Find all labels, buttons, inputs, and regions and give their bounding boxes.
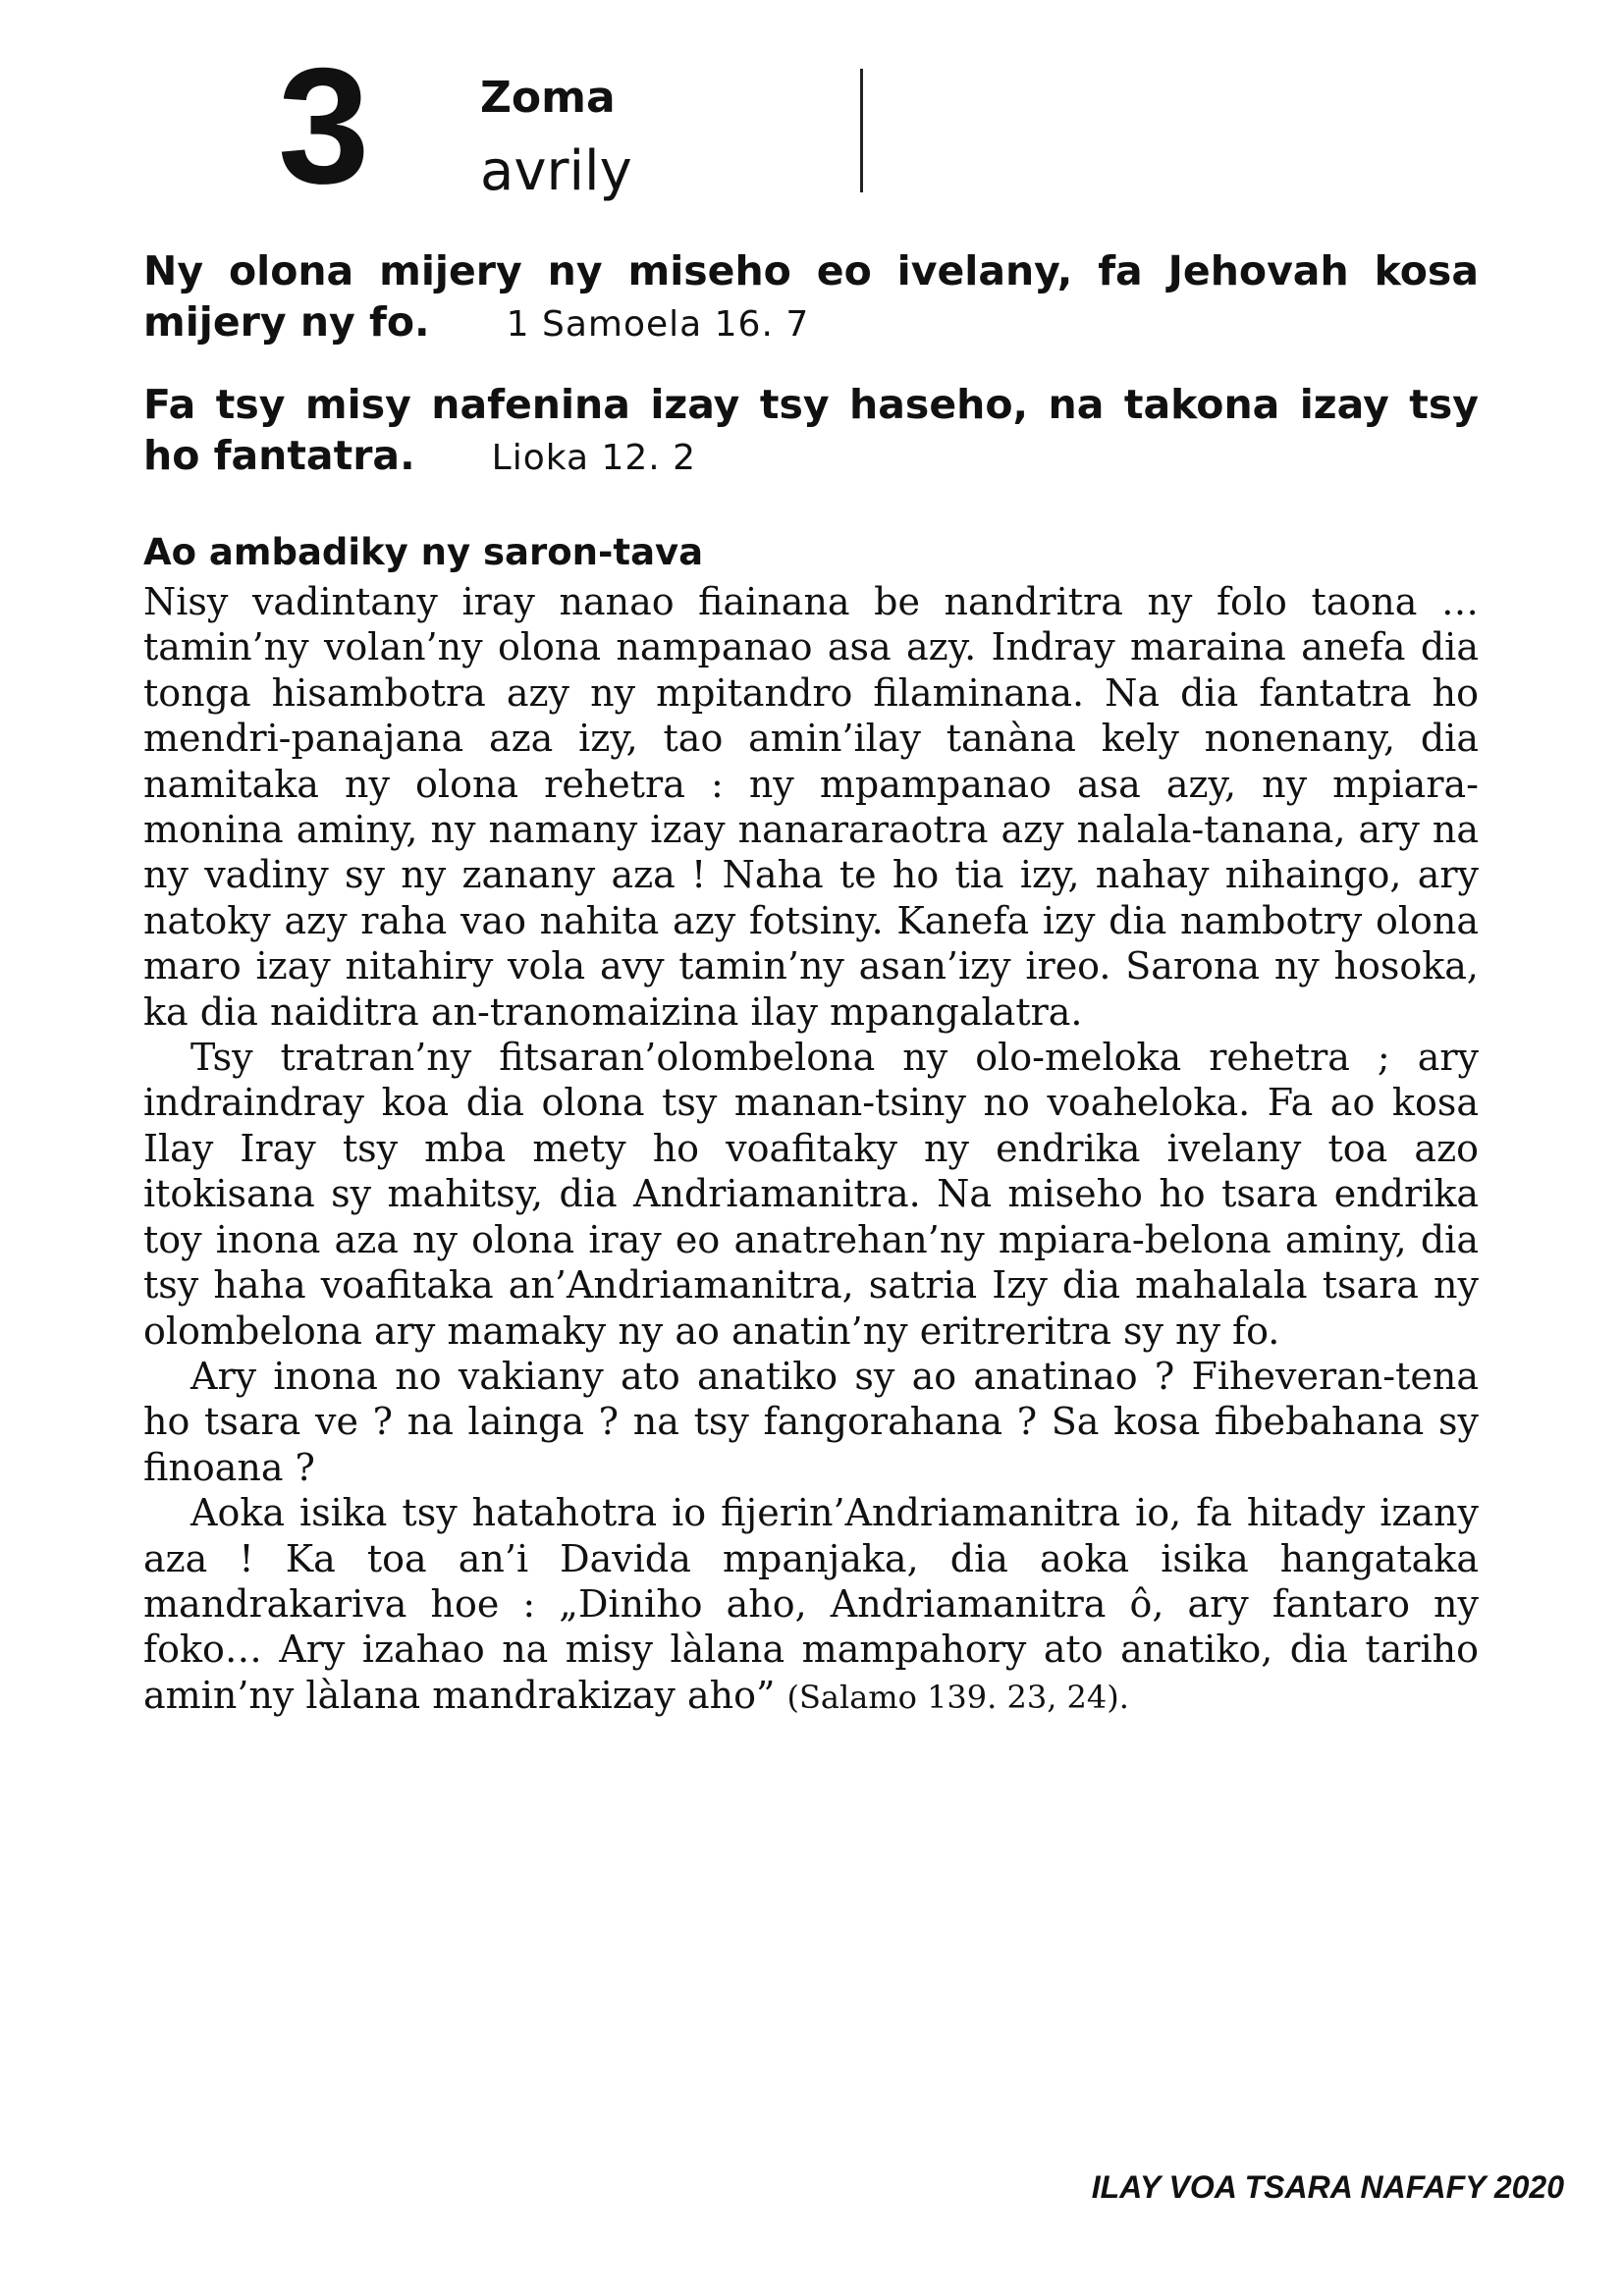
- bible-verse: [143, 245, 1479, 350]
- header-divider: [860, 69, 863, 192]
- verse-reference: 1 Samoela 16. 7: [506, 304, 810, 345]
- body-text: [143, 579, 1479, 1720]
- scripture-citation: (Salamo 139. 23, 24).: [786, 1678, 1129, 1716]
- date-weekday: Zoma: [480, 73, 616, 123]
- body-paragraph-text: Aoka isika tsy hatahotra io fijerin’Andriamanitra io, fa hitady izany aza ! Ka toa an’i Davida mpanjaka, dia aoka isika hangataka mandrakariva hoe : „Diniho aho, Andriamanitra ô, ary fantaro ny foko… Ary izahao na misy làlana mampahory ato anatiko, dia tariho amin’ny làlana mandrakizay aho”: [143, 1491, 1479, 1717]
- bible-verse: [143, 379, 1479, 484]
- verse-text: Fa tsy misy nafenina izay tsy haseho, na takona izay tsy ho fantatra.: [143, 381, 1479, 479]
- date-month: avrily: [480, 139, 632, 203]
- verse-reference: Lioka 12. 2: [491, 438, 697, 478]
- verse-text: Ny olona mijery ny miseho eo ivelany, fa Jehovah kosa mijery ny fo.: [143, 247, 1479, 346]
- date-day-number: 3: [278, 33, 368, 218]
- publication-footer: ILAY VOA TSARA NAFAFY 2020: [1091, 2169, 1564, 2205]
- body-paragraph: Ary inona no vakiany ato anatiko sy ao anatinao ? Fiheveran-tena ho tsara ve ? na lainga ? na tsy fangorahana ? Sa kosa fibebahana sy finoana ?: [143, 1354, 1479, 1489]
- body-paragraph: Nisy vadintany iray nanao fiainana be nandritra ny folo taona … tamin’ny volan’ny olona nampanao asa azy. Indray maraina anefa dia tonga hisambotra azy ny mpitandro filaminana. Na dia fantatra ho mendri-panajana aza izy, tao amin’ilay tanàna kely nonenany, dia namitaka ny olona rehetra : ny mpampanao asa azy, ny mpiara-monina aminy, ny namany izay nanararaotra azy nalala-tanana, ary na ny vadiny sy ny zanany aza ! Naha te ho tia izy, nahay nihaingo, ary natoky azy raha vao nahita azy fotsiny. Kanefa izy dia nambotry olona maro izay nitahiry vola avy tamin’ny asan’izy ireo. Sarona ny hosoka, ka dia naiditra an-tranomaizina ilay mpangalatra.: [143, 580, 1479, 1034]
- section-heading: Ao ambadiky ny saron-tava: [143, 531, 704, 573]
- body-paragraph: [143, 1490, 1479, 1720]
- body-paragraph: Tsy tratran’ny fitsaran’olombelona ny olo-meloka rehetra ; ary indraindray koa dia olona tsy manan-tsiny no voaheloka. Fa ao kosa Ilay Iray tsy mba mety ho voafitaky ny endrika ivelany toa azo itokisana sy mahitsy, dia Andriamanitra. Na miseho ho tsara endrika toy inona aza ny olona iray eo anatrehan’ny mpiara-belona aminy, dia tsy haha voafitaka an’Andriamanitra, satria Izy dia mahalala tsara ny olombelona ary mamaky ny ao anatin’ny eritreritra sy ny fo.: [143, 1036, 1479, 1353]
